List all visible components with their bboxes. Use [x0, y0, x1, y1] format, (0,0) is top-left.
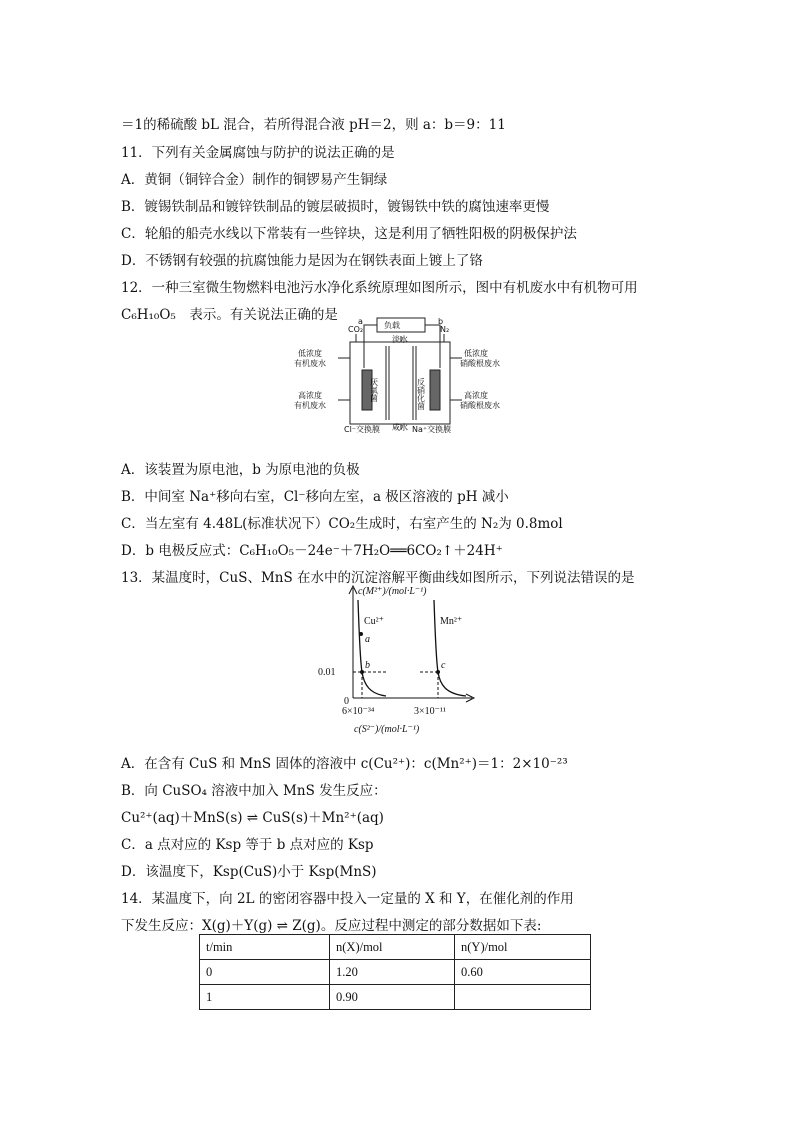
table-header-cell: n(Y)/mol — [455, 935, 591, 960]
table-cell: 0 — [200, 960, 330, 985]
text-line-l9: B．中间室 Na⁺移向右室，Cl⁻移向左室，a 极区溶液的 pH 减小 — [121, 489, 509, 505]
left-top-label-1: 低浓度 — [298, 349, 322, 358]
chart-xlabel: c(S²⁻)/(mol·L⁻¹) — [354, 724, 420, 735]
text-line-l10: C．当左室有 4.48L(标准状况下）CO₂生成时，右室产生的 N₂为 0.8mol — [121, 516, 563, 532]
x-tick-cu: 6×10⁻³⁴ — [342, 706, 375, 717]
solubility-curve-chart — [306, 580, 486, 742]
text-line-l17: D．该温度下，Ksp(CuS)小于 Ksp(MnS) — [121, 864, 377, 880]
text-line-l16: C．a 点对应的 Ksp 等于 b 点对应的 Ksp — [121, 837, 374, 853]
table-cell: 1 — [200, 985, 330, 1010]
text-line-l7: C₆H₁₀O₅ 表示。有关说法正确的是 — [121, 307, 338, 323]
text-line-l1: 11．下列有关金属腐蚀与防护的说法正确的是 — [121, 145, 395, 161]
left-bottom-label-1: 高浓度 — [298, 391, 322, 400]
co2-label: CO₂ — [348, 325, 364, 334]
origin-label: 0 — [344, 696, 349, 707]
text-line-l13: A．在含有 CuS 和 MnS 固体的溶液中 c(Cu²⁺)：c(Mn²⁺)＝1：2×10⁻²³ — [121, 756, 568, 772]
text-line-l18: 14．某温度下，向 2L 的密闭容器中投入一定量的 X 和 Y，在催化剂的作用 — [121, 891, 574, 907]
point-a-label: a — [365, 634, 370, 645]
na-membrane-label: Na⁺交换膜 — [412, 425, 452, 434]
right-top-label-2: 硝酸根废水 — [460, 359, 500, 368]
text-line-l11: D．b 电极反应式：C₆H₁₀O₅－24e⁻＋7H₂O══6CO₂↑＋24H⁺ — [121, 543, 503, 559]
table-header-cell: n(X)/mol — [330, 935, 455, 960]
table-header-cell: t/min — [200, 935, 330, 960]
text-line-l2: A．黄铜（铜锌合金）制作的铜锣易产生铜绿 — [121, 172, 388, 188]
left-bacteria-label: 厌氧菌 — [369, 378, 379, 402]
table-cell: 0.90 — [330, 985, 455, 1010]
text-line-l14: B．向 CuSO₄ 溶液中加入 MnS 发生反应： — [121, 783, 387, 799]
table-cell: 1.20 — [330, 960, 455, 985]
table-cell — [455, 985, 591, 1010]
cu-curve-label: Cu²⁺ — [364, 616, 384, 627]
text-line-l15: Cu²⁺(aq)＋MnS(s) ⇌ CuS(s)＋Mn²⁺(aq) — [121, 810, 384, 826]
table-row — [200, 960, 591, 985]
right-bottom-label-2: 硝酸根废水 — [460, 401, 500, 410]
mn-curve-label: Mn²⁺ — [440, 616, 463, 627]
right-top-label-1: 低浓度 — [464, 349, 488, 358]
electrode-b-label: b — [438, 317, 444, 326]
point-c-label: c — [441, 660, 446, 671]
fresh-water-label: 淡水 — [392, 335, 408, 344]
fuel-cell-diagram — [292, 316, 512, 434]
text-line-l12: 13．某温度时，CuS、MnS 在水中的沉淀溶解平衡曲线如图所示，下列说法错误的是 — [121, 570, 635, 586]
load-label: 负载 — [384, 321, 400, 330]
n2-label: N₂ — [440, 325, 450, 334]
reaction-data-table — [199, 934, 591, 1010]
text-line-l4: C．轮船的船壳水线以下常装有一些锌块，这是利用了牺牲阳极的阴极保护法 — [121, 226, 577, 242]
y-tick-label: 0.01 — [318, 667, 336, 678]
text-line-l8: A．该装置为原电池，b 为原电池的负极 — [121, 462, 360, 478]
x-tick-mn: 3×10⁻¹¹ — [414, 706, 446, 717]
table-cell: 0.60 — [455, 960, 591, 985]
point-b-label: b — [365, 660, 370, 671]
right-bottom-label-1: 高浓度 — [464, 391, 488, 400]
text-line-l3: B．镀锡铁制品和镀锌铁制品的镀层破损时，镀锡铁中铁的腐蚀速率更慢 — [121, 199, 550, 215]
salt-water-label: 咸水 — [392, 423, 408, 432]
table-header-row — [200, 935, 591, 960]
table-row — [200, 985, 591, 1010]
chart-ylabel: c(M²⁺)/(mol·L⁻¹) — [358, 586, 427, 597]
text-line-l0: ＝1的稀硫酸 bL 混合，若所得混合液 pH＝2，则 a：b＝9：11 — [121, 117, 506, 133]
electrode-a-label: a — [358, 317, 363, 326]
left-bottom-label-2: 有机废水 — [294, 401, 326, 410]
left-top-label-2: 有机废水 — [294, 359, 326, 368]
text-line-l5: D．不锈钢有较强的抗腐蚀能力是因为在钢铁表面上镀上了铬 — [121, 253, 483, 269]
text-line-l6: 12．一种三室微生物燃料电池污水净化系统原理如图所示，图中有机废水中有机物可用 — [121, 280, 638, 296]
right-bacteria-label: 反硝化菌 — [416, 378, 426, 410]
cl-membrane-label: Cl⁻交换膜 — [344, 425, 381, 434]
text-line-l19: 下发生反应：X(g)＋Y(g) ⇌ Z(g)。反应过程中测定的部分数据如下表: — [121, 918, 542, 934]
